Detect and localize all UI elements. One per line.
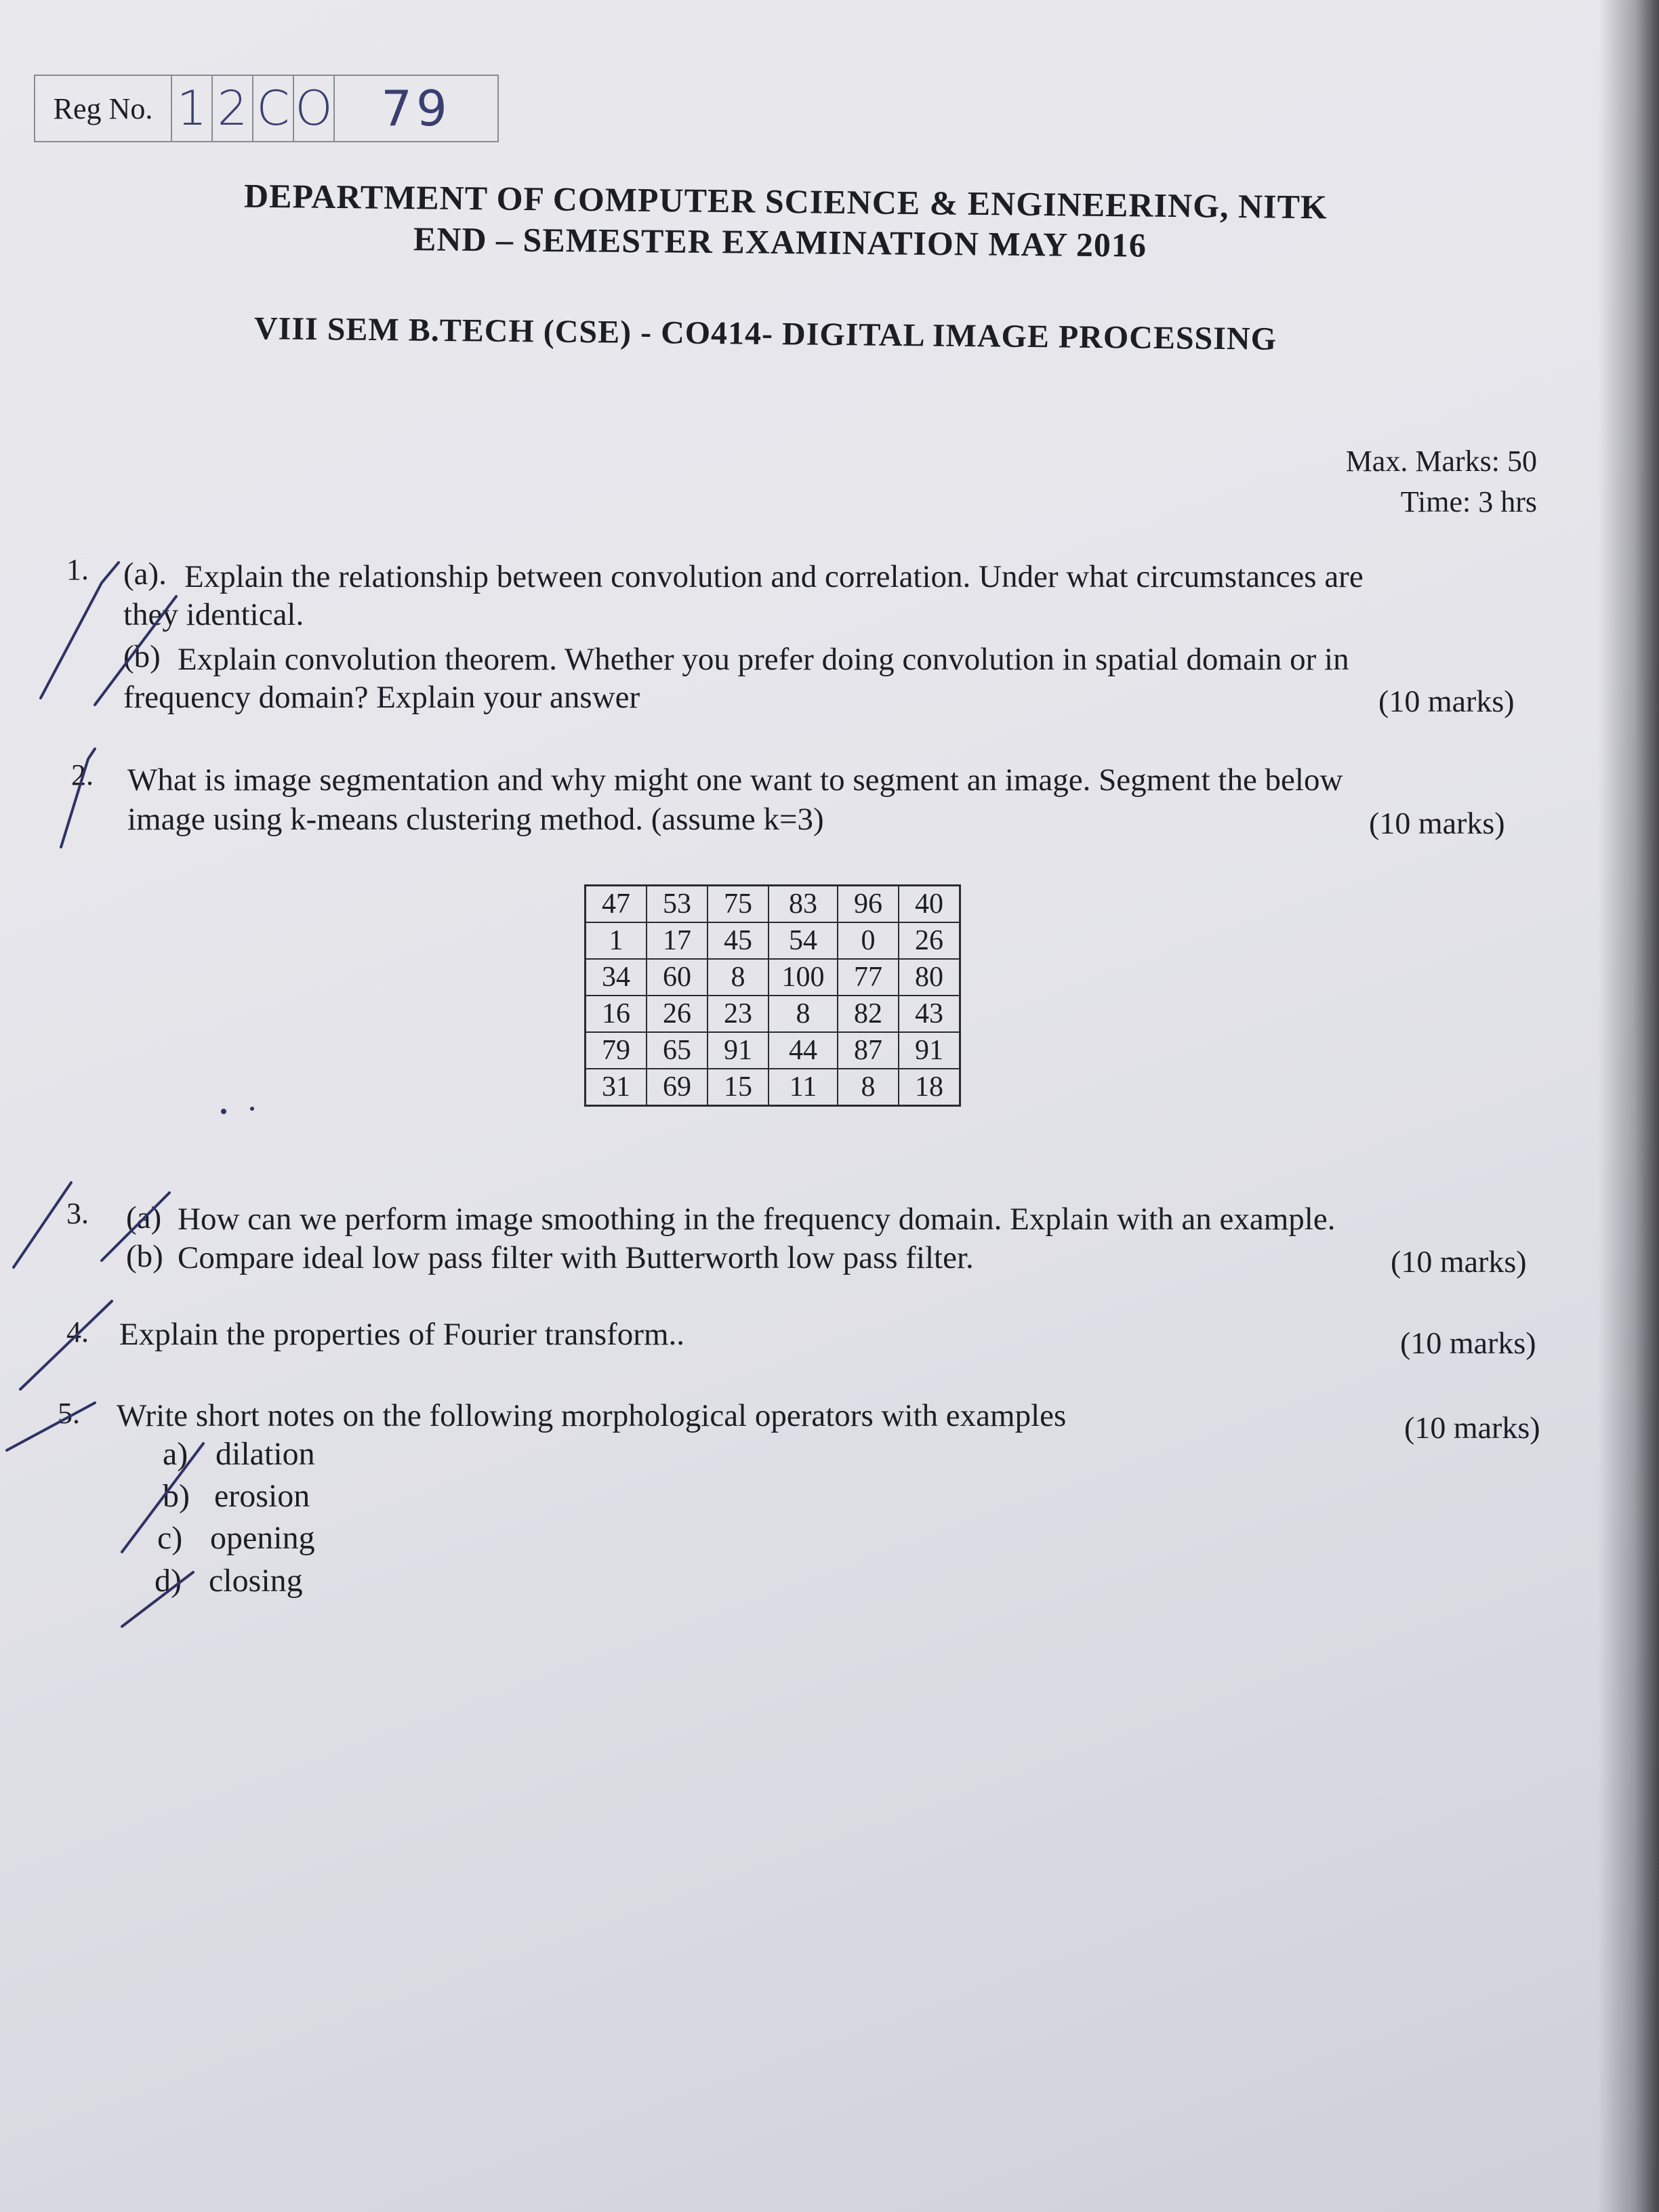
matrix-cell: 80 (899, 959, 960, 996)
matrix-cell: 23 (708, 996, 769, 1032)
q1a-line1: Explain the relationship between convolution and correlation. Under what circumstances are (184, 559, 1364, 594)
matrix-cell: 44 (769, 1032, 838, 1069)
q1-marks: (10 marks) (1378, 684, 1515, 718)
reg-digit: 2 (213, 76, 253, 141)
matrix-cell: 16 (586, 996, 647, 1032)
pen-tick (7, 1403, 95, 1450)
q4-number: 4. (66, 1315, 89, 1349)
matrix-cell: 34 (586, 959, 647, 996)
matrix-cell: 87 (838, 1032, 899, 1069)
q2-number: 2. (71, 758, 94, 792)
q1b-line1: Explain convolution theorem. Whether you prefer doing convolution in spatial domain or in (178, 642, 1349, 677)
q5-item-text: opening (210, 1520, 315, 1556)
matrix-cell: 79 (586, 1032, 647, 1069)
max-marks: Max. Marks: 50 (1345, 445, 1537, 478)
q5-marks: (10 marks) (1404, 1410, 1540, 1445)
time-allowed: Time: 3 hrs (1400, 485, 1537, 518)
matrix-cell: 83 (769, 886, 838, 923)
reg-no-handwritten: 79 (381, 80, 451, 137)
matrix-cell: 96 (838, 886, 899, 923)
reg-digit: 1 (172, 76, 213, 141)
matrix-cell: 0 (838, 922, 899, 959)
matrix-cell: 8 (708, 959, 769, 996)
department-title: DEPARTMENT OF COMPUTER SCIENCE & ENGINEERING, NITK (243, 176, 1328, 226)
q3b-text: Compare ideal low pass filter with Butterworth low pass filter. (178, 1240, 974, 1275)
q1a-line2: they identical. (123, 597, 304, 632)
pen-dot (250, 1107, 254, 1111)
exam-title: END – SEMESTER EXAMINATION MAY 2016 (413, 220, 1147, 264)
matrix-cell: 77 (838, 959, 899, 996)
matrix-cell: 91 (899, 1032, 960, 1069)
matrix-cell: 54 (769, 922, 838, 959)
reg-digit: O (294, 76, 335, 141)
q2-line1: What is image segmentation and why might one want to segment an image. Segment the below (127, 762, 1343, 798)
matrix-cell: 26 (899, 922, 960, 959)
matrix-cell: 45 (708, 922, 769, 959)
matrix-cell: 18 (899, 1069, 960, 1106)
matrix-cell: 47 (586, 886, 647, 923)
q3-number: 3. (66, 1197, 89, 1230)
matrix-cell: 60 (647, 959, 708, 996)
q4-marks: (10 marks) (1400, 1326, 1536, 1360)
q1-number: 1. (66, 553, 89, 586)
q5-item-label: d) (155, 1563, 182, 1599)
course-title: VIII SEM B.TECH (CSE) - CO414- DIGITAL IMAGE PROCESSING (253, 310, 1277, 357)
pen-tick (122, 1443, 203, 1552)
q5-item-text: dilation (216, 1436, 315, 1472)
matrix-cell: 82 (838, 996, 899, 1032)
pen-tick (61, 749, 95, 847)
q3-marks: (10 marks) (1391, 1244, 1527, 1279)
q5-number: 5. (58, 1397, 80, 1430)
matrix-cell: 11 (769, 1069, 838, 1106)
q2-marks: (10 marks) (1369, 806, 1505, 840)
pen-tick (122, 1572, 193, 1626)
matrix-cell: 69 (647, 1069, 708, 1106)
matrix-cell: 75 (708, 886, 769, 923)
pen-tick (95, 596, 176, 705)
q3a-label: (a) (126, 1200, 162, 1235)
pen-tick (102, 1193, 169, 1261)
reg-digit: C (253, 76, 294, 141)
matrix-cell: 100 (769, 959, 838, 996)
matrix-cell: 43 (899, 996, 960, 1032)
q1b-label: (b) (123, 639, 161, 674)
matrix-cell: 8 (838, 1069, 899, 1106)
matrix-cell: 65 (647, 1032, 708, 1069)
q3b-label: (b) (126, 1239, 163, 1274)
pen-tick (20, 1301, 112, 1389)
pen-tick (41, 562, 119, 698)
q1b-line2: frequency domain? Explain your answer (123, 680, 640, 715)
reg-no-label: Reg No. (35, 76, 172, 141)
matrix-cell: 31 (586, 1069, 647, 1106)
matrix-cell: 15 (708, 1069, 769, 1106)
q5-text: Write short notes on the following morphological operators with examples (117, 1398, 1067, 1433)
matrix-cell: 53 (647, 886, 708, 923)
q5-item-text: closing (209, 1563, 303, 1599)
q5-item-text: erosion (214, 1478, 310, 1514)
pen-dot (221, 1109, 226, 1114)
q2-line2: image using k-means clustering method. (assume k=3) (127, 802, 824, 837)
matrix-cell: 1 (586, 922, 647, 959)
q5-item-label: c) (157, 1520, 183, 1556)
q3a-text: How can we perform image smoothing in the frequency domain. Explain with an example. (178, 1202, 1336, 1237)
matrix-cell: 40 (899, 886, 960, 923)
matrix-cell: 17 (647, 922, 708, 959)
q5-item-label: a) (163, 1436, 188, 1472)
q4-text: Explain the properties of Fourier transform.. (119, 1317, 685, 1352)
matrix-cell: 91 (708, 1032, 769, 1069)
matrix-cell: 26 (647, 996, 708, 1032)
matrix-cell: 8 (769, 996, 838, 1032)
pen-tick (14, 1183, 71, 1267)
q5-item-label: b) (163, 1478, 190, 1514)
q1a-label: (a). (123, 556, 167, 592)
